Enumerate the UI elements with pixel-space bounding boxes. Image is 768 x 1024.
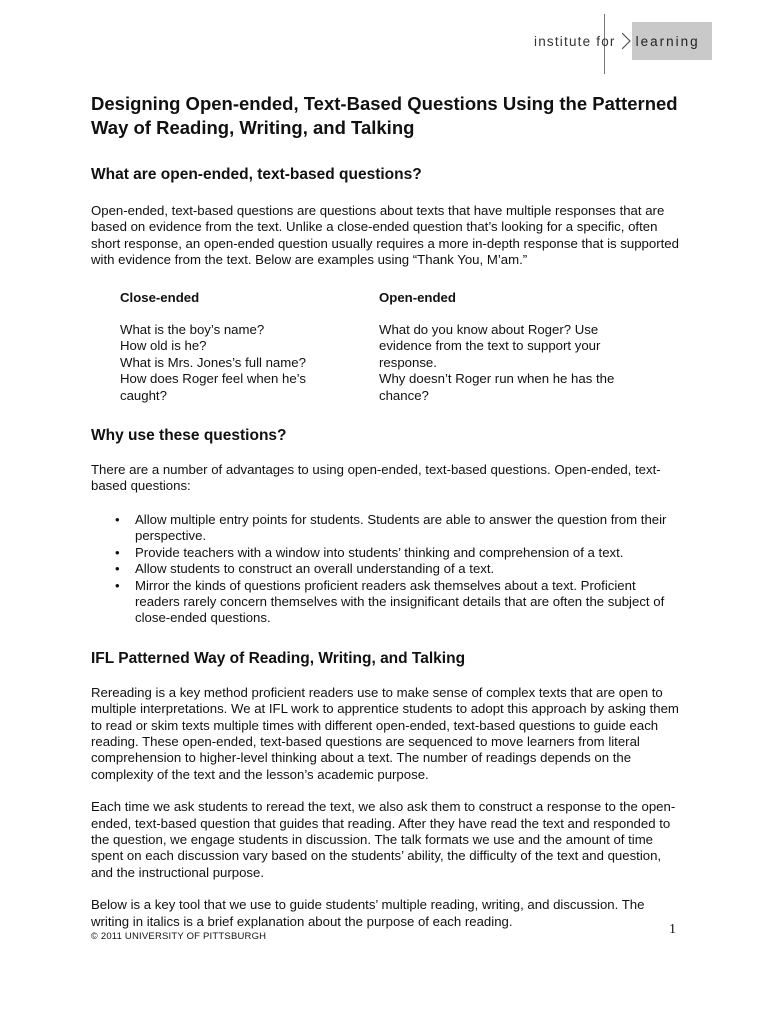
- chevron-right-icon: [622, 22, 632, 60]
- bullet-icon: •: [115, 577, 120, 593]
- section-heading-what-are: What are open-ended, text-based questions?: [91, 166, 422, 183]
- list-item: [91, 561, 681, 577]
- institute-for-learning-logo: [534, 22, 712, 60]
- copyright-footer: [91, 931, 266, 942]
- copyright-text: 2011 UNIVERSITY OF PITTSBURGH: [100, 931, 267, 942]
- close-ended-item: How old is he?: [120, 338, 207, 354]
- logo-right-text: learning: [632, 22, 712, 60]
- section-paragraph: Rereading is a key method proficient readers use to make sense of complex texts that are open to multiple interpretations. We at IFL work to apprentice students to adopt this approach by asking them to read or skim texts multiple times with different open-ended, text-based questions to guide each reading. These open-ended, text-based questions are sequenced to move learners from literal comprehension to higher-level thinking about a text. The number of readings depends on the complexity of the text and the lesson’s academic purpose.: [91, 684, 679, 782]
- open-ended-header: Open-ended: [379, 289, 456, 305]
- open-ended-item: Why doesn’t Roger run when he has the chance?: [379, 371, 615, 403]
- section-paragraph: There are a number of advantages to using open-ended, text-based questions. Open-ended, text-based questions:: [91, 462, 661, 494]
- list-item-text: Provide teachers with a window into students’ thinking and comprehension of a text.: [135, 544, 624, 560]
- list-item-text: Allow multiple entry points for students. Students are able to answer the question from their perspective.: [135, 511, 667, 544]
- bullet-icon: •: [115, 561, 120, 577]
- close-ended-item: What is Mrs. Jones’s full name?: [120, 354, 306, 370]
- advantages-list: [91, 512, 681, 627]
- close-ended-column: [120, 290, 379, 404]
- close-ended-item: How does Roger feel when he’s caught?: [120, 371, 306, 403]
- bullet-icon: •: [115, 511, 120, 527]
- bullet-icon: •: [115, 544, 120, 560]
- list-item: [91, 545, 681, 561]
- page-number: 1: [669, 922, 676, 937]
- section-heading-why-use: Why use these questions?: [91, 427, 287, 445]
- section-paragraph: Open-ended, text-based questions are questions about texts that have multiple responses that are based on evidence from the text. Unlike a close-ended question that’s looking for a specific, often short response, an open-ended question usually requires a more in-depth response that is supported with evidence from the text. Below are examples using “Thank You, M’am.”: [91, 203, 679, 268]
- section-paragraph: Below is a key tool that we use to guide students’ multiple reading, writing, and discussion. The writing in italics is a brief explanation about the purpose of each reading.: [91, 897, 645, 929]
- list-item: [91, 512, 681, 545]
- list-item-text: Allow students to construct an overall understanding of a text.: [135, 561, 495, 577]
- list-item-text: Mirror the kinds of questions proficient readers ask themselves about a text. Proficient readers rarely concern themselves with the insignificant details that are often the subject of close-ended questions.: [135, 577, 665, 626]
- document-body: [91, 92, 681, 930]
- logo-left-text: institute for: [534, 33, 616, 49]
- section-paragraph: Each time we ask students to reread the text, we also ask them to construct a response to the open-ended, text-based question that guides that reading. After they have read the text and responded to the question, we engage students in discussion. The talk formats we use and the amount of time spent on each discussion vary based on the students’ ability, the difficulty of the text and question, and the instructional purpose.: [91, 799, 676, 880]
- open-ended-item: What do you know about Roger? Use evidence from the text to support your response.: [379, 322, 601, 370]
- list-item: [91, 578, 681, 627]
- document-title: Designing Open-ended, Text-Based Questions Using the Patterned Way of Reading, Writing, and Talking: [91, 93, 678, 138]
- section-heading-ifl-patterned-way: IFL Patterned Way of Reading, Writing, and Talking: [91, 649, 466, 667]
- close-ended-header: Close-ended: [120, 289, 200, 305]
- copyright-icon: ©: [91, 931, 98, 941]
- question-comparison-table: [120, 290, 681, 404]
- close-ended-item: What is the boy’s name?: [120, 322, 265, 338]
- open-ended-column: [379, 290, 629, 404]
